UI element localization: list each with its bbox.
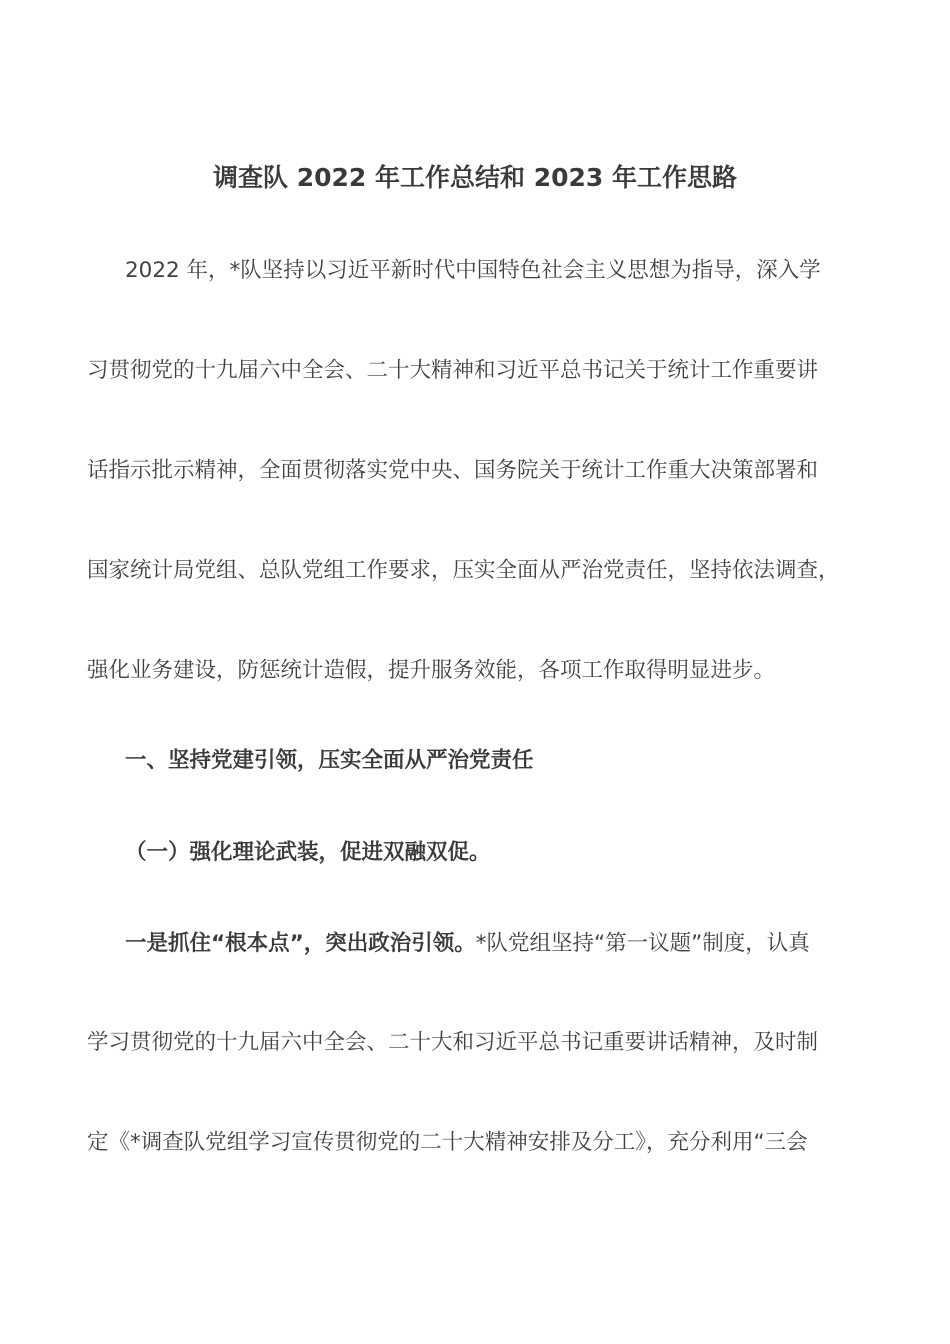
paragraph-line-first [125, 929, 810, 959]
section-heading: 一、坚持党建引领，压实全面从严治党责任 [125, 748, 534, 773]
paragraph-line: 习贯彻党的十九届六中全会、二十大精神和习近平总书记关于统计工作重要讲 [87, 358, 819, 383]
subsection-heading: （一）强化理论武装，促进双融双促。 [125, 840, 491, 865]
paragraph-line: 2022 年，*队坚持以习近平新时代中国特色社会主义思想为指导，深入学 [125, 258, 821, 283]
paragraph-line: 国家统计局党组、总队党组工作要求，压实全面从严治党责任，坚持依法调查， [87, 558, 840, 583]
document-title: 调查队 2022 年工作总结和 2023 年工作思路 [213, 163, 737, 192]
paragraph-line: 强化业务建设，防惩统计造假，提升服务效能，各项工作取得明显进步。 [87, 658, 776, 683]
paragraph-line: 定《*调查队党组学习宣传贯彻党的二十大精神安排及分工》，充分利用“三会 [87, 1130, 808, 1155]
bold-lead-text: 一是抓住“根本点”，突出政治引领。 [125, 931, 476, 956]
paragraph-line: 学习贯彻党的十九届六中全会、二十大和习近平总书记重要讲话精神，及时制 [87, 1030, 819, 1055]
paragraph-text: *队党组坚持“第一议题”制度，认真 [475, 931, 810, 956]
paragraph-line: 话指示批示精神，全面贯彻落实党中央、国务院关于统计工作重大决策部署和 [87, 458, 819, 483]
